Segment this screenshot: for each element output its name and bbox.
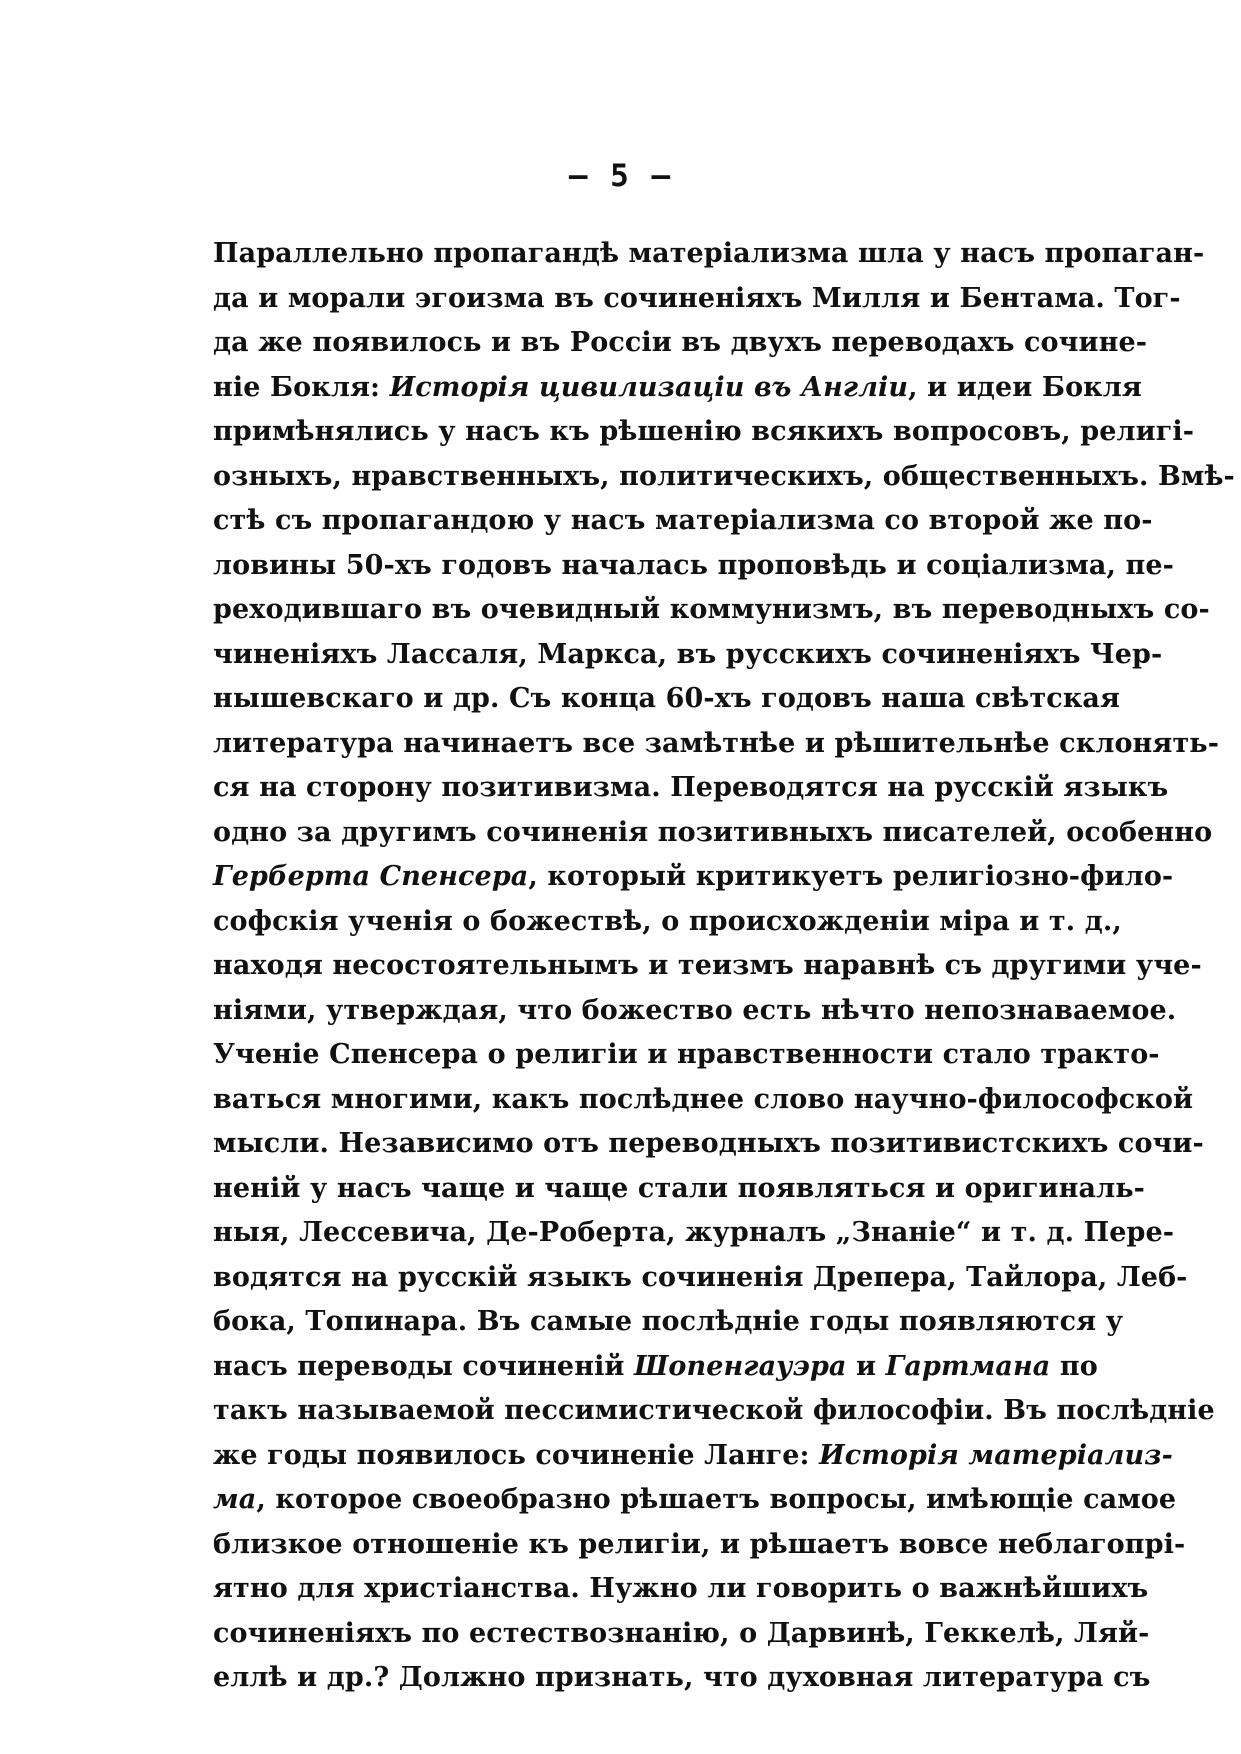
text-line	[213, 900, 1122, 945]
line-text: ніями, утверждая, что божество есть нѣчто непознаваемое.	[213, 994, 1177, 1026]
line-text: , и идеи Бокля	[908, 371, 1142, 403]
italic-title: Гартмана	[885, 1350, 1051, 1382]
text-line	[213, 1300, 1124, 1345]
line-text: же годы появилось сочиненіе Ланге:	[213, 1439, 820, 1471]
text-line	[213, 944, 1202, 989]
text-line	[213, 1078, 1194, 1123]
text-line	[213, 1478, 1177, 1523]
text-line	[213, 366, 1142, 411]
line-text: ся на сторону позитивизма. Переводятся на русскій языкъ	[213, 772, 1169, 803]
text-line	[213, 321, 1148, 366]
italic-title: Герберта Спенсера	[213, 861, 529, 892]
page-number: — 5 —	[568, 158, 673, 194]
italic-title: ма	[213, 1484, 257, 1515]
text-line	[213, 1345, 1098, 1390]
line-text: реходившаго въ очевидный коммунизмъ, въ переводныхъ со-	[213, 594, 1210, 625]
line-text: ваться многими, какъ послѣднее слово научно-философской	[213, 1083, 1194, 1115]
line-text: Ученіе Спенсера о религіи и нравственности стало тракто-	[213, 1039, 1160, 1070]
line-text: да же появилось и въ Россіи въ двухъ переводахъ сочине-	[213, 327, 1148, 358]
line-text: да и морали эгоизма въ сочиненіяхъ Милля и Бентама. Тог-	[213, 282, 1181, 314]
line-text: водятся на русскій языкъ сочиненія Дрепера, Тайлора, Леб-	[213, 1261, 1188, 1293]
line-text: по	[1050, 1350, 1098, 1382]
text-line	[213, 1167, 1145, 1212]
line-text: софскія ученія о божествѣ, о происхожденіи міра и т. д.,	[213, 905, 1122, 937]
text-line	[213, 232, 1205, 277]
text-line	[213, 1567, 1149, 1612]
text-line	[213, 1211, 1175, 1256]
line-text: , которое своеобразно рѣшаетъ вопросы, имѣющіе самое	[256, 1484, 1177, 1515]
text-line	[213, 855, 1174, 900]
text-line	[213, 989, 1177, 1034]
line-text: и	[846, 1350, 886, 1382]
text-line	[213, 1122, 1204, 1167]
line-text: ятно для христіанства. Нужно ли говорить о важнѣйшихъ	[213, 1573, 1149, 1604]
text-line	[213, 1612, 1150, 1657]
text-line	[213, 1656, 1151, 1701]
italic-title: Исторія матеріализ-	[819, 1439, 1173, 1471]
line-text: , который критикуетъ религіозно-фило-	[528, 861, 1174, 892]
text-line	[213, 1256, 1188, 1301]
text-line	[213, 588, 1210, 633]
line-text: Параллельно пропагандѣ матеріализма шла у насъ пропаган-	[213, 238, 1205, 269]
text-line	[213, 544, 1174, 589]
text-line	[213, 1389, 1215, 1434]
line-text: ныя, Лессевича, Де-Роберта, журналъ „Знаніе“ и т. д. Пере-	[213, 1217, 1175, 1248]
line-text: находя несостоятельнымъ и теизмъ наравнѣ съ другими уче-	[213, 950, 1202, 981]
line-text: близкое отношеніе къ религіи, и рѣшаетъ вовсе неблагопрі-	[213, 1528, 1186, 1560]
body-text	[213, 232, 1235, 1701]
text-line	[213, 1434, 1173, 1479]
text-line	[213, 1033, 1160, 1078]
line-text: нышевскаго и др. Съ конца 60-хъ годовъ наша свѣтская	[213, 683, 1121, 714]
text-line	[213, 677, 1121, 722]
italic-title: Исторія цивилизаціи въ Англіи	[389, 371, 909, 403]
line-text: неній у насъ чаще и чаще стали появляться и оригиналь-	[213, 1172, 1145, 1204]
text-line	[213, 499, 1153, 544]
line-text: примѣнялись у насъ къ рѣшенію всякихъ вопросовъ, религі-	[213, 416, 1195, 447]
line-text: ловины 50-хъ годовъ началась проповѣдь и соціализма, пе-	[213, 549, 1174, 581]
line-text: мысли. Независимо отъ переводныхъ позитивистскихъ сочи-	[213, 1128, 1204, 1159]
line-text: бока, Топинара. Въ самые послѣдніе годы появляются у	[213, 1306, 1124, 1337]
text-line	[213, 1523, 1186, 1568]
line-text: сочиненіяхъ по естествознанію, о Дарвинѣ, Геккелѣ, Ляй-	[213, 1617, 1150, 1649]
text-line	[213, 722, 1220, 767]
line-text: литература начинаетъ все замѣтнѣе и рѣшительнѣе склонять-	[213, 727, 1220, 759]
text-line	[213, 277, 1181, 322]
line-text: одно за другимъ сочиненія позитивныхъ писателей, особенно	[213, 816, 1213, 848]
line-text: стѣ съ пропагандою у насъ матеріализма со второй же по-	[213, 505, 1153, 536]
text-line	[213, 455, 1235, 500]
italic-title: Шопенгауэра	[634, 1350, 847, 1382]
line-text: такъ называемой пессимистической философіи. Въ послѣдніе	[213, 1395, 1215, 1426]
line-text: ніе Бокля:	[213, 371, 390, 403]
text-line	[213, 766, 1169, 811]
text-line	[213, 633, 1163, 678]
line-text: еллѣ и др.? Должно признать, что духовная литература съ	[213, 1662, 1151, 1693]
line-text: чиненіяхъ Лассаля, Маркса, въ русскихъ сочиненіяхъ Чер-	[213, 638, 1163, 670]
line-text: насъ переводы сочиненій	[213, 1350, 635, 1382]
text-line	[213, 811, 1213, 856]
line-text: озныхъ, нравственныхъ, политическихъ, общественныхъ. Вмѣ-	[213, 460, 1235, 492]
text-line	[213, 410, 1195, 455]
